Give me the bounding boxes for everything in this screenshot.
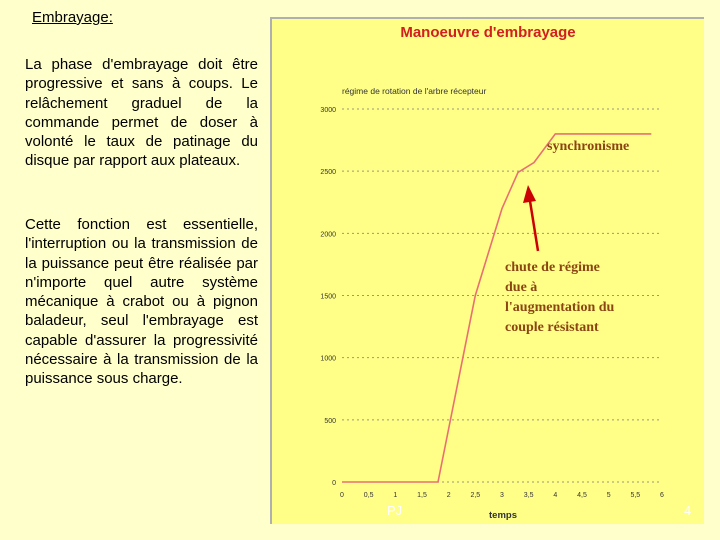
arrow-shaft (530, 201, 538, 251)
intro-paragraph: La phase d'embrayage doit être progressive et sans à coups. Le relâchement graduel de la commande permet de doser à volonté le taux de patinage du disque par rapport aux plateaux. (25, 56, 258, 170)
x-tick-label: 4,5 (577, 492, 587, 499)
y-tick-label: 3000 (320, 107, 336, 114)
annotation-text: l'augmentation du (505, 300, 615, 315)
y-tick-label: 2000 (320, 231, 336, 239)
x-tick-label: 2,5 (470, 492, 481, 499)
x-tick-label: 2 (446, 492, 451, 499)
y-tick-label: 1500 (320, 293, 336, 301)
clutch-engagement-chart (272, 19, 704, 524)
slide-title: Embrayage: (32, 9, 113, 26)
annotation-text: chute de régime (505, 260, 600, 275)
x-tick-label: 0,5 (363, 492, 374, 499)
slide-number: 4 (684, 503, 692, 518)
x-tick-label: 1 (393, 492, 398, 499)
gridlines (342, 109, 662, 482)
y-tick-label: 500 (324, 417, 336, 425)
x-tick-label: 3 (500, 492, 504, 499)
x-tick-label: 3,5 (523, 492, 534, 499)
x-tick-label: 1,5 (417, 492, 427, 499)
annotation-text: couple résistant (505, 320, 599, 335)
x-tick-label: 4 (553, 492, 558, 499)
annotation-text: synchronisme (547, 139, 630, 154)
x-tick-label: 6 (660, 492, 664, 499)
x-axis-label: temps (489, 510, 517, 521)
annotation-text: due à (505, 280, 538, 295)
x-tick-label: 5 (606, 492, 611, 499)
y-tick-label: 0 (332, 480, 336, 487)
chart-title: Manoeuvre d'embrayage (400, 24, 576, 41)
y-tick-label: 1000 (320, 355, 336, 363)
arrow-head (523, 185, 536, 203)
chart-panel (270, 17, 704, 524)
x-tick-label: 0 (340, 492, 344, 499)
y-tick-label: 2500 (320, 169, 336, 177)
x-tick-label: 5,5 (630, 492, 641, 499)
footer-author: PJ (387, 503, 403, 518)
function-paragraph: Cette fonction est essentielle, l'interruption ou la transmission de la puissance peut être réalisée par n'importe quel autre système mécanique à crabot ou à pignon baladeur, seul l'embrayage est capable d'assurer la progressivité nécessaire à la transmission de la puissance sous charge. (25, 216, 258, 388)
y-axis-label: régime de rotation de l'arbre récepteur (342, 86, 487, 96)
